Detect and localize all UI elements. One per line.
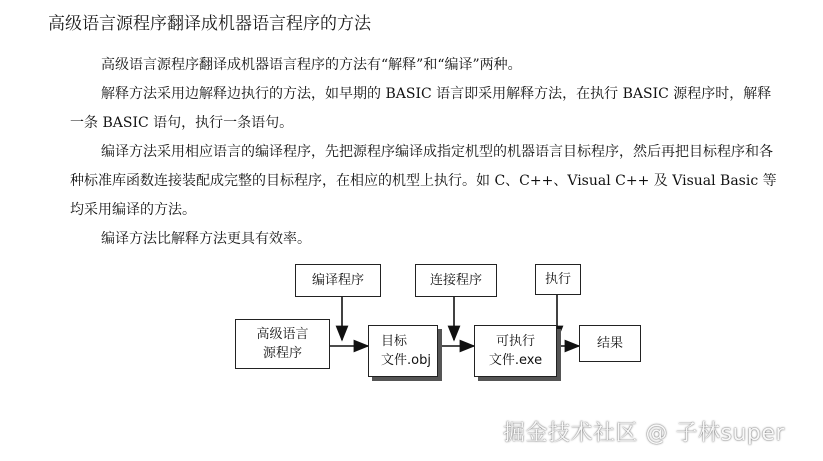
result-box xyxy=(579,325,641,362)
paragraph-interpretation xyxy=(70,80,780,138)
paragraph-intro-text: 高级语言源程序翻译成机器语言程序的方法有“解释”和“编译”两种。 xyxy=(101,57,522,73)
execute-box xyxy=(535,264,581,295)
source-program-label: 高级语言 源程序 xyxy=(256,327,309,361)
compiler-label: 编译程序 xyxy=(311,273,364,288)
source-program-box xyxy=(235,319,330,369)
execute-label: 执行 xyxy=(544,272,571,287)
linker-box xyxy=(415,264,497,297)
object-file-box xyxy=(368,325,438,377)
executable-file-label: 可执行 文件.exe xyxy=(488,334,543,368)
paragraph-compilation xyxy=(70,138,780,225)
watermark-text: 掘金技术社区 @ 子林super xyxy=(503,421,785,446)
linker-label: 连接程序 xyxy=(429,273,482,288)
page-title: 高级语言源程序翻译成机器语言程序的方法 xyxy=(48,14,371,34)
paragraph-intro xyxy=(70,51,780,80)
paragraph-compilation-text: 编译方法采用相应语言的编译程序，先把源程序编译成指定机型的机器语言目标程序，然后再把目标程序和各种标准库函数连接装配成完整的目标程序，在相应的机型上执行。如 C、C++、Visual C++ 及 Visual Basic 等均采用编译的方法。 xyxy=(70,144,777,218)
object-file-label: 目标 文件.obj xyxy=(381,334,431,368)
result-label: 结果 xyxy=(596,336,623,351)
executable-file-box xyxy=(474,325,557,377)
paragraph-efficiency-text: 编译方法比解释方法更具有效率。 xyxy=(101,231,311,247)
paragraph-efficiency xyxy=(70,225,780,254)
compiler-box xyxy=(295,264,381,297)
paragraph-interpretation-text: 解释方法采用边解释边执行的方法，如早期的 BASIC 语言即采用解释方法，在执行 BASIC 源程序时，解释一条 BASIC 语句，执行一条语句。 xyxy=(70,86,772,131)
